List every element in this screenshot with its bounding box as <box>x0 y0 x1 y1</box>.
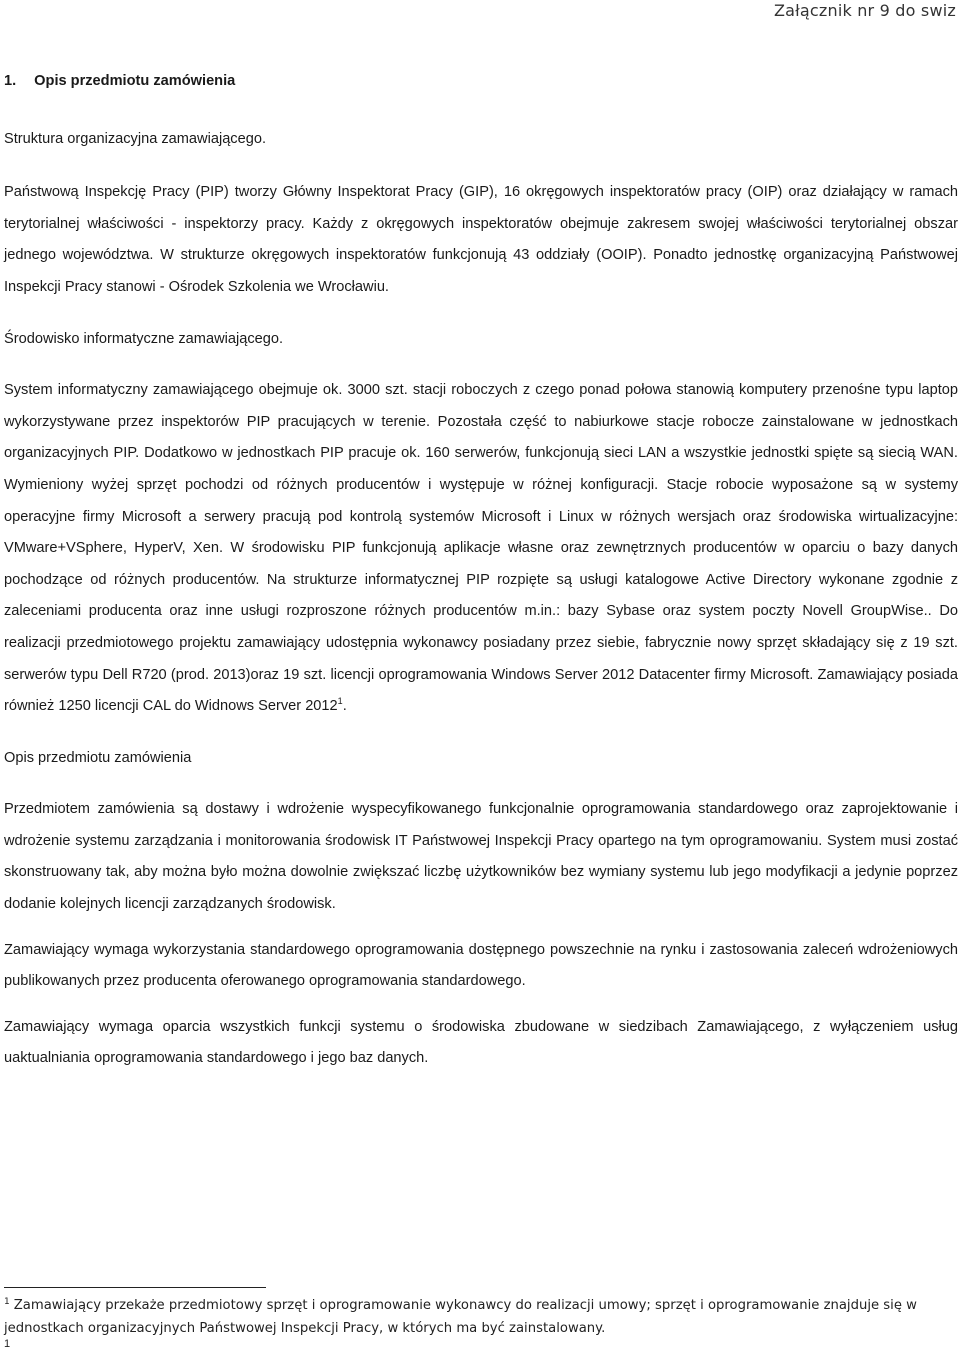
paragraph-structure-label: Struktura organizacyjna zamawiającego. <box>4 130 267 147</box>
page-number: 1 <box>4 1338 11 1350</box>
paragraph-order-description-label: Opis przedmiotu zamówienia <box>4 749 192 766</box>
section-number: 1. <box>4 73 17 89</box>
paragraph-it-environment-label: Środowisko informatyczne zamawiającego. <box>4 330 284 347</box>
paragraph-it-system-text: System informatyczny zamawiającego obejmuje ok. 3000 szt. stacji roboczych z czego ponad połowa stanowią komputery przenośne typu laptop wykorzystywane przez inspektorów PIP pracujących w terenie. Pozostała część to nabiurkowe stacje robocze zainstalowane w jednostkach organizacyjnych PIP. Dodatkowo w jednostkach PIP pracuje ok. 160 serwerów, funkcjonują sieci LAN a wszystkie jednostki spięte są siecią WAN. Wymieniony wyżej sprzęt pochodzi od różnych producentów i występuje w różnej konfiguracji. Stacje robocie wyposażone są w systemy operacyjne firmy Microsoft a serwery pracują pod kontrolą systemów Microsoft i Linux w różnych wersjach oraz środowiska wirtualizacyjne: VMware+VSphere, HyperV, Xen. W środowisku PIP funkcjonują aplikacje własne oraz zewnętrznych producentów w oparciu o bazy danych pochodzące od różnych producentów. Na strukturze informatycznej PIP rozpięte są usługi katalogowe Active Directory wykonane zgodnie z zaleceniami producenta oraz inne usługi rozproszone różnych producentów m.in.: bazy Sybase oraz system poczty Novell GroupWise.. Do realizacji przedmiotowego projektu zamawiający udostępnia wykonawcy posiadany przez siebie, fabrycznie nowy sprzęt składający się z 19 szt. serwerów typu Dell R720 (prod. 2013)oraz 19 szt. licencji oprogramowania Windows Server 2012 Datacenter firmy Microsoft. Zamawiający posiada również 1250 licencji CAL do Widnows Server 2012 <box>4 382 958 715</box>
paragraph-on-premise: Zamawiający wymaga oparcia wszystkich funkcji systemu o środowiska zbudowane w siedzibach Zamawiającego, z wyłączeniem usług uaktualniania oprogramowania standardowego i jego baz danych. <box>4 1018 958 1067</box>
paragraph-order-subject: Przedmiotem zamówienia są dostawy i wdrożenie wyspecyfikowanego funkcjonalnie oprogramowania standardowego oraz zaprojektowanie i wdrożenie systemu zarządzania i monitorowania środowisk IT Państwowej Inspekcji Pracy opartego na tym oprogramowaniu. System musi zostać skonstruowany tak, aby można było można dowolnie zwiększać liczbę użytkowników bez wymiany systemu lub jego modyfikacji a jedynie poprzez dodanie kolejnych licencji zarządzanych środowisk. <box>4 801 958 913</box>
footnote-marker: 1 <box>4 1296 10 1307</box>
footnote-separator <box>4 1287 266 1288</box>
footnote <box>4 1294 954 1340</box>
paragraph-standard-software: Zamawiający wymaga wykorzystania standardowego oprogramowania dostępnego powszechnie na rynku i zastosowania zaleceń wdrożeniowych publikowanych przez producenta oferowanego oprogramowania standardowego. <box>4 941 958 990</box>
section-title: Opis przedmiotu zamówienia <box>34 73 236 89</box>
paragraph-it-system <box>4 375 958 723</box>
document-body <box>4 66 958 1075</box>
section-heading <box>4 66 958 98</box>
paragraph-pip-structure: Państwową Inspekcję Pracy (PIP) tworzy Główny Inspektorat Pracy (GIP), 16 okręgowych inspektoratów pracy (OIP) oraz działający w ramach terytorialnej właściwości - inspektorzy pracy. Każdy z okręgowych inspektoratów obejmuje zakresem swojej właściwości terytorialnej obszar jednego województwa. W strukturze okręgowych inspektoratów funkcjonują 43 oddziały (OOIP). Ponadto jednostkę organizacyjną Państwowej Inspekcji Pracy stanowi - Ośrodek Szkolenia we Wrocławiu. <box>4 184 958 295</box>
attachment-header: Załącznik nr 9 do swiz <box>773 1 956 20</box>
footnote-reference[interactable]: 1 <box>337 696 343 707</box>
footnote-text: Zamawiający przekaże przedmiotowy sprzęt i oprogramowanie wykonawcy do realizacji umowy; sprzęt i oprogramowanie znajduje się w jednostkach organizacyjnych Państwowej Inspekcji Pracy, w których ma być zainstalowany. <box>4 1298 917 1336</box>
paragraph-it-system-end: . <box>342 698 347 715</box>
